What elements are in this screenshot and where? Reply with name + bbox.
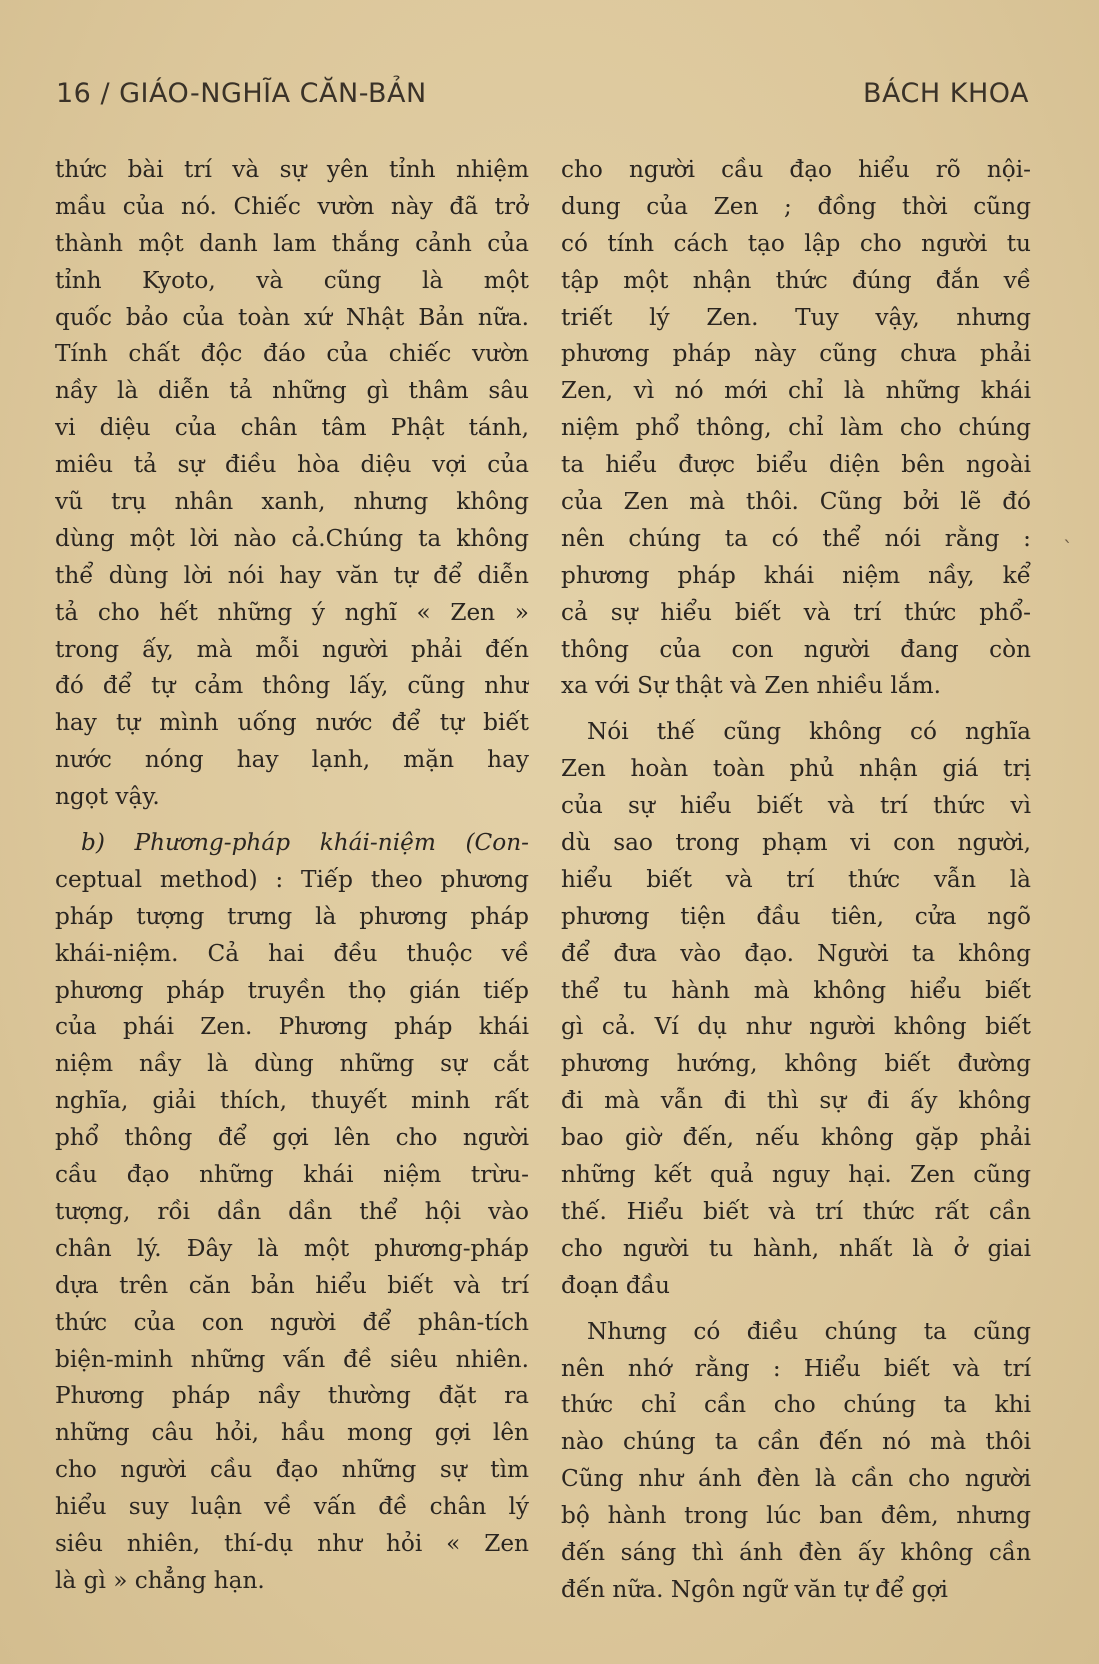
text-line: thông của con người đang còn — [561, 635, 1031, 663]
text-line: khái-niệm. Cả hai đều thuộc về — [55, 939, 529, 967]
text-line: đó để tự cảm thông lấy, cũng như — [55, 672, 529, 700]
text-line: bộ hành trong lúc ban đêm, nhưng — [561, 1502, 1031, 1530]
text-line: có tính cách tạo lập cho người tu — [561, 229, 1031, 257]
text-line: Nhưng có điều chúng ta cũng — [587, 1317, 1031, 1345]
text-line: nầy là diễn tả những gì thâm sâu — [55, 377, 529, 405]
text-line: phương tiện đầu tiên, cửa ngõ — [561, 902, 1031, 930]
paragraph-gap — [55, 816, 529, 825]
text-line: hay tự mình uống nước để tự biết — [55, 709, 529, 737]
text-line: hiểu suy luận về vấn đề chân lý — [55, 1493, 529, 1521]
text-line: dù sao trong phạm vi con người, — [561, 829, 1031, 857]
text-line: thức chỉ cần cho chúng ta khi — [561, 1391, 1031, 1419]
stray-mark: ` — [1063, 536, 1073, 560]
text-line: thức của con người để phân-tích — [55, 1308, 529, 1336]
text-line: Cũng như ánh đèn là cần cho người — [561, 1465, 1031, 1493]
text-line: thể tu hành mà không hiểu biết — [561, 976, 1031, 1004]
text-line: dung của Zen ; đồng thời cũng — [561, 192, 1031, 220]
text-line: vi diệu của chân tâm Phật tánh, — [55, 414, 529, 442]
text-line: Tính chất độc đáo của chiếc vườn — [55, 340, 529, 368]
text-line: cho người tu hành, nhất là ở giai — [561, 1234, 1031, 1262]
text-line: phương pháp này cũng chưa phải — [561, 340, 1031, 368]
text-line: triết lý Zen. Tuy vậy, nhưng — [561, 303, 1031, 331]
running-header — [56, 78, 1029, 118]
text-line: của phái Zen. Phương pháp khái — [55, 1013, 529, 1041]
text-line: của sự hiểu biết và trí thức vì — [561, 792, 1031, 820]
text-line: miêu tả sự điều hòa diệu vợi của — [55, 451, 529, 479]
text-line: đến nữa. Ngôn ngữ văn tự để gợi — [561, 1575, 948, 1603]
text-line: cho người cầu đạo hiểu rõ nội- — [561, 156, 1031, 183]
text-line: dựa trên căn bản hiểu biết và trí — [55, 1271, 529, 1299]
text-line: nghĩa, giải thích, thuyết minh rất — [55, 1087, 529, 1115]
text-line: quốc bảo của toàn xứ Nhật Bản nữa. — [55, 303, 529, 331]
text-line: tỉnh Kyoto, và cũng là một — [55, 266, 529, 294]
text-line: là gì » chẳng hạn. — [55, 1566, 265, 1594]
text-line: thành một danh lam thắng cảnh của — [55, 229, 529, 257]
text-line: phương pháp truyền thọ gián tiếp — [55, 976, 529, 1004]
text-line: tượng, rồi dần dần thể hội vào — [55, 1197, 529, 1225]
text-line: Nói thế cũng không có nghĩa — [587, 718, 1031, 746]
text-line: nên chúng ta có thể nói rằng : — [561, 524, 1031, 552]
text-line: hiểu biết và trí thức vẫn là — [561, 865, 1031, 893]
text-line: niệm nầy là dùng những sự cắt — [55, 1050, 529, 1078]
paragraph-gap — [561, 705, 1031, 714]
header-right: BÁCH KHOA — [862, 78, 1029, 109]
text-line: cho người cầu đạo những sự tìm — [55, 1456, 529, 1484]
text-line: gì cả. Ví dụ như người không biết — [561, 1013, 1031, 1041]
text-line: thể dùng lời nói hay văn tự để diễn — [55, 561, 529, 589]
text-line: phương pháp khái niệm nầy, kể — [561, 561, 1031, 589]
text-line: siêu nhiên, thí-dụ như hỏi « Zen — [55, 1529, 529, 1557]
text-line: xa với Sự thật và Zen nhiều lắm. — [561, 672, 941, 700]
text-line: Phương pháp nầy thường đặt ra — [55, 1382, 529, 1410]
paragraph-gap — [561, 1305, 1031, 1314]
text-line: thức bài trí và sự yên tỉnh nhiệm — [55, 156, 529, 183]
text-line: ceptual method) : Tiếp theo phương — [55, 865, 529, 893]
text-line: cầu đạo những khái niệm trừu- — [55, 1161, 529, 1189]
text-line: dùng một lời nào cả.Chúng ta không — [55, 524, 529, 552]
text-line: tập một nhận thức đúng đắn về — [561, 266, 1031, 294]
text-line: đến sáng thì ánh đèn ấy không cần — [561, 1538, 1031, 1566]
text-line: nên nhớ rằng : Hiểu biết và trí — [561, 1354, 1031, 1382]
right-column — [561, 152, 1031, 1609]
text-line: đi mà vẫn đi thì sự đi ấy không — [561, 1087, 1031, 1115]
left-column — [55, 152, 529, 1600]
text-line: những câu hỏi, hầu mong gợi lên — [55, 1419, 529, 1447]
text-line: pháp tượng trưng là phương pháp — [55, 902, 529, 930]
text-line: niệm phổ thông, chỉ làm cho chúng — [561, 414, 1031, 442]
text-line: nào chúng ta cần đến nó mà thôi — [561, 1428, 1031, 1456]
header-left: 16 / GIÁO-NGHĨA CĂN-BẢN — [56, 78, 427, 109]
text-line: Zen hoàn toàn phủ nhận giá trị — [561, 755, 1031, 783]
text-line: thế. Hiểu biết và trí thức rất cần — [561, 1197, 1031, 1225]
text-line: trong ấy, mà mỗi người phải đến — [55, 635, 529, 663]
text-line: của Zen mà thôi. Cũng bởi lẽ đó — [561, 488, 1031, 516]
text-line: cả sự hiểu biết và trí thức phổ- — [561, 598, 1031, 626]
text-line: biện-minh những vấn đề siêu nhiên. — [55, 1345, 529, 1373]
text-line: phương hướng, không biết đường — [561, 1050, 1031, 1078]
text-line: b) Phương-pháp khái-niệm (Con- — [81, 829, 529, 857]
text-line: phổ thông để gợi lên cho người — [55, 1124, 529, 1152]
text-line: Zen, vì nó mới chỉ là những khái — [561, 377, 1031, 405]
text-line: bao giờ đến, nếu không gặp phải — [561, 1124, 1031, 1152]
text-line: những kết quả nguy hại. Zen cũng — [561, 1161, 1031, 1189]
text-line: vũ trụ nhân xanh, nhưng không — [55, 488, 529, 516]
text-line: để đưa vào đạo. Người ta không — [561, 939, 1031, 967]
text-line: tả cho hết những ý nghĩ « Zen » — [55, 598, 529, 626]
text-line: chân lý. Đây là một phương-pháp — [55, 1234, 529, 1262]
text-line: mầu của nó. Chiếc vườn này đã trở — [55, 192, 529, 220]
text-line: ngọt vậy. — [55, 783, 160, 811]
text-line: đoạn đầu — [561, 1271, 670, 1299]
text-line: ta hiểu được biểu diện bên ngoài — [561, 451, 1031, 479]
text-line: nước nóng hay lạnh, mặn hay — [55, 746, 529, 774]
